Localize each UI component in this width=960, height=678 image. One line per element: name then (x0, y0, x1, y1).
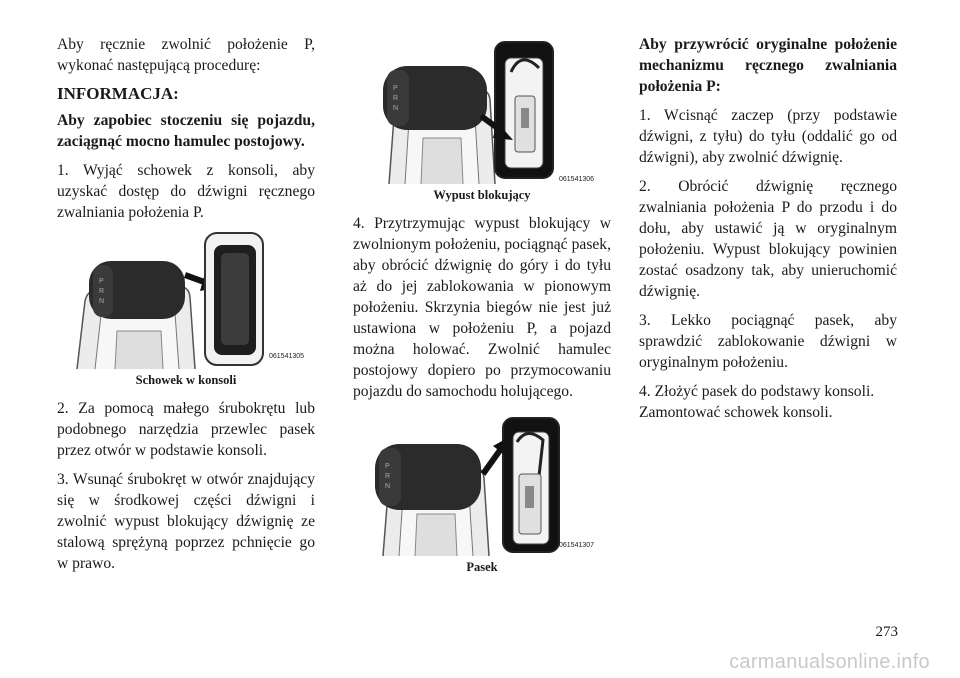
page-number: 273 (875, 624, 898, 640)
svg-text:N: N (385, 483, 391, 490)
figure-console-bin (57, 231, 315, 369)
figure-caption: Schowek w konsoli (135, 373, 237, 387)
locking-tab-illustration (353, 12, 611, 184)
column-left (57, 34, 315, 582)
svg-text:R: R (385, 473, 391, 480)
restore-step-2: 2. Obrócić dźwignię ręcznego zwalniania położenia P do przodu i do dołu, aby ustawić ją w oryginalnym położeniu. Wypust blokujący powinien zostać osadzony tak, aby unieruchomić dźwignię. (639, 178, 897, 300)
svg-text:N: N (99, 298, 105, 305)
restore-step-4: 4. Złożyć pasek do podstawy konsoli. Zamontować schowek konsoli. (639, 383, 875, 421)
column-middle (353, 12, 611, 585)
warning-text: Aby zapobiec stoczeniu się pojazdu, zaciągnąć mocno hamulec postojowy. (57, 112, 315, 150)
figure-strap (353, 416, 611, 556)
watermark: carmanualsonline.info (729, 651, 930, 673)
svg-text:R: R (393, 95, 399, 102)
restore-step-1: 1. Wcisnąć zaczep (przy podstawie dźwigni, z tyłu) do tyłu (oddalić go od dźwigni), aby zwolnić dźwignię. (639, 107, 897, 166)
figure-code: 061541305 (269, 353, 305, 360)
note-heading: INFORMACJA: (57, 84, 179, 103)
figure-code: 061541307 (559, 542, 595, 549)
restore-heading: Aby przywrócić oryginalne położenie mechanizmu ręcznego zwalniania położenia P: (639, 36, 897, 95)
svg-text:P: P (385, 463, 390, 470)
step-3: 3. Wsunąć śrubokręt w otwór znajdujący się w środkowej części dźwigni i zwolnić wypust blokujący dźwignię ze stalową sprężyną poprzez pchnięcie go w prawo. (57, 471, 315, 572)
svg-text:P: P (99, 278, 104, 285)
intro-paragraph: Aby ręcznie zwolnić położenie P, wykonać następującą procedurę: (57, 36, 315, 74)
figure-code: 061541306 (559, 176, 595, 183)
column-right (639, 34, 897, 431)
figure-caption: Wypust blokujący (433, 188, 531, 202)
svg-text:N: N (393, 105, 399, 112)
figure-locking-tab (353, 12, 611, 184)
step-4: 4. Przytrzymując wypust blokujący w zwolnionym położeniu, pociągnąć pasek, aby obrócić dźwignię do góry i do tyłu aż do jej zablokowania w pionowym położeniu. Skrzynia biegów nie jest już ustawiona w położeniu P, a pojazd można holować. Zwolnić hamulec postojowy dopiero po przymocowaniu pojazdu do samochodu holującego. (353, 215, 611, 400)
restore-step-3: 3. Lekko pociągnąć pasek, aby sprawdzić zablokowanie dźwigni w oryginalnym położeniu. (639, 312, 897, 371)
svg-text:P: P (393, 85, 398, 92)
step-2: 2. Za pomocą małego śrubokrętu lub podobnego narzędzia przewlec pasek przez otwór w podstawie konsoli. (57, 400, 315, 459)
step-1: 1. Wyjąć schowek z konsoli, aby uzyskać dostęp do dźwigni ręcznego zwalniania położenia P. (57, 162, 315, 221)
svg-text:R: R (99, 288, 105, 295)
strap-illustration (353, 416, 611, 556)
figure-caption: Pasek (466, 560, 498, 574)
console-bin-illustration (57, 231, 315, 369)
